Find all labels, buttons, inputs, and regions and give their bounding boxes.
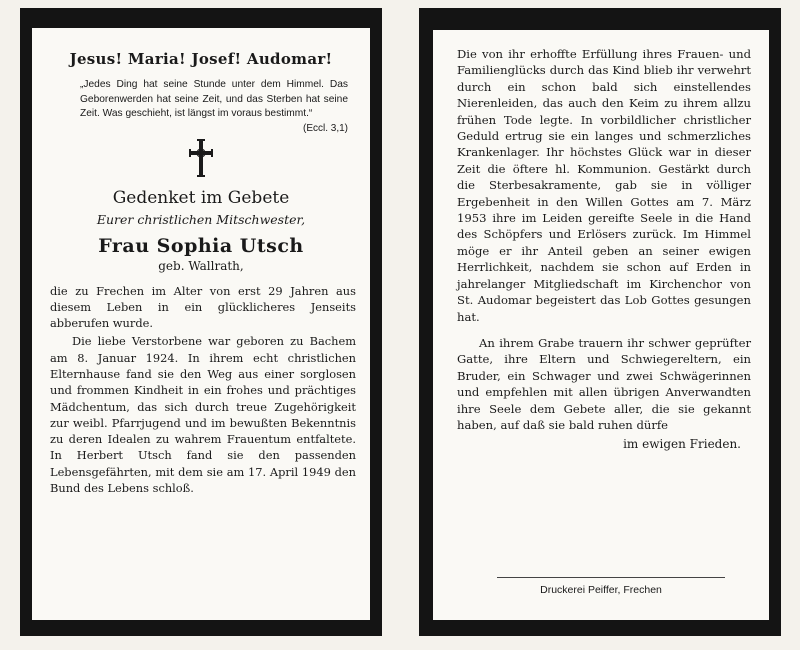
left-card: [20, 8, 382, 636]
right-card-page: [433, 30, 769, 620]
printer-credit: Druckerei Peiffer, Frechen: [540, 584, 662, 596]
scripture-quote: [80, 78, 348, 134]
paragraph-mourners: An ihrem Grabe trauern ihr schwer geprüfter Gatte, ihre Eltern und Schwiegereltern, ein Bruder, ein Schwager und zwei Schwägerinnen und empfehlen mit allen übrigen Anverwandten ihre Seele dem Gebete aller, die sie gekannt haben, auf daß sie bald ruhen dürfe: [457, 335, 751, 432]
closing-line: im ewigen Frieden.: [623, 437, 741, 452]
quote-text: „Jedes Ding hat seine Stunde unter dem Himmel. Das Geborenwerden hat seine Zeit, und das Sterben hat seine Zeit. Was geschieht, ist längst im voraus bestimmt.“: [80, 79, 348, 119]
cross-icon: [186, 138, 216, 178]
paragraph-illness: Die von ihr erhoffte Erfüllung ihres Frauen- und Familienglücks durch das Kind blieb ihr verwehrt durch ein schon bald sich einstellendes Nierenleiden, das auch den Keim zu ihrem allzu frühen Tode legte. In vorbildlicher christlicher Geduld ertrug sie ein langes und schmerzliches Krankenlager. Ihr höchstes Glück war in dieser Zeit die öftere hl. Kommunion. Gestärkt durch die Sterbesakramente, gab sie in völliger Ergebenheit in den Willen Gottes am 7. März 1953 ihre im Leiden gereifte Seele in die Hand des Schöpfers und Erlösers zurück. Im Himmel möge er ihr Anteil geben an seiner ewigen Herrlichkeit, nachdem sie schon auf Erden in jahrelanger Mitgliedschaft im Kirchenchor von St. Audomar begeistert das Lob Gottes gesungen hat.: [457, 47, 751, 324]
subheading: Eurer christlichen Mitschwester,: [96, 211, 306, 227]
heading: Gedenket im Gebete: [112, 187, 290, 208]
right-card: [419, 8, 781, 636]
deceased-name: Frau Sophia Utsch: [98, 234, 304, 257]
paragraph-death-notice: die zu Frechen im Alter von erst 29 Jahren aus diesem Leben in ein glücklicheres Jenseits abberufen wurde.: [50, 283, 356, 331]
invocation: Jesus! Maria! Josef! Audomar!: [69, 50, 333, 68]
left-card-page: [32, 28, 370, 620]
quote-reference: (Eccl. 3,1): [302, 122, 348, 134]
birth-name: geb. Wallrath,: [158, 258, 244, 273]
paragraph-biography: Die liebe Verstorbene war geboren zu Bachem am 8. Januar 1924. In ihrem echt christlichen Elternhause fand sie den Weg aus einer sorglosen und frommen Kindheit in ein frohes und prächtiges Mädchentum, das sich durch treue Zugehörigkeit zur weibl. Pfarrjugend und im bewußten Bekenntnis zu deren Idealen zu wahrem Frauentum entfaltete. In Herbert Utsch fand sie den passenden Lebensgefährten, mit dem sie am 17. April 1949 den Bund des Lebens schloß.: [50, 334, 356, 496]
printer-divider: [497, 577, 725, 578]
